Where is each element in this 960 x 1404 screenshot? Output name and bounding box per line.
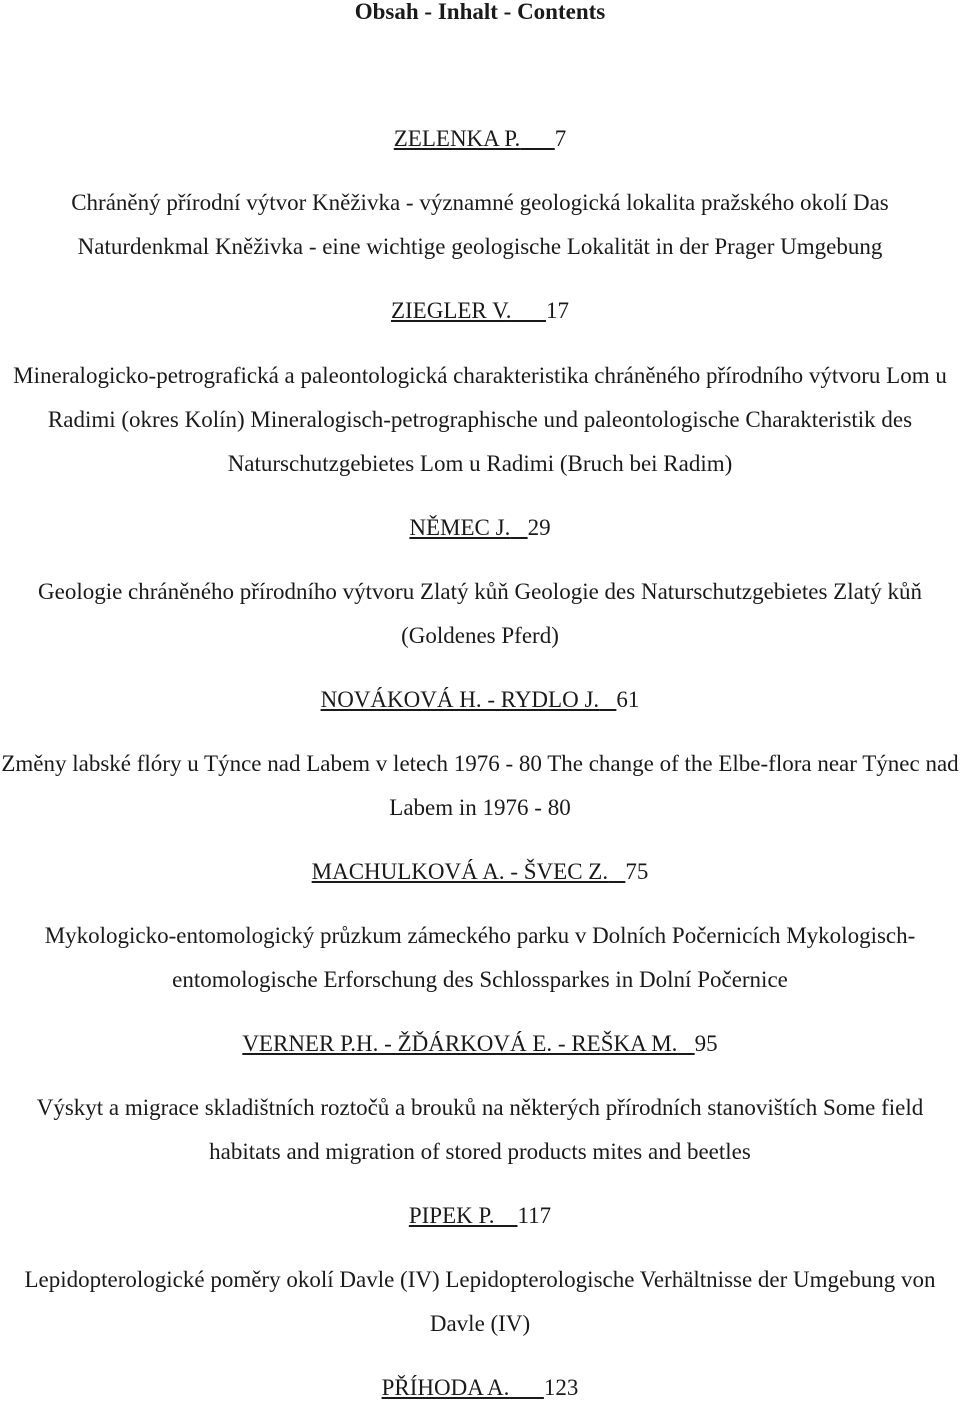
author-name: PŘÍHODA A. — [381, 1375, 510, 1400]
author-name: ZIEGLER V. — [390, 298, 512, 323]
page-title: Obsah - Inhalt - Contents — [354, 0, 606, 24]
toc-entry-title: Změny labské flóry u Týnce nad Labem v letech 1976 - 80 The change of the Elbe-flora near Týnec nad Labem in 1976 - 80 — [1, 751, 959, 820]
toc-entry-title: Mykologicko-entomologický průzkum zámeckého parku v Dolních Počernicích Mykologisch-entomologische Erforschung des Schlossparkes in Dolní Počernice — [44, 923, 916, 992]
toc-entry-title: Výskyt a migrace skladištních roztočů a brouků na některých přírodních stanovištích Some field habitats and migration of stored products mites and beetles — [36, 1095, 924, 1164]
toc-entry-author-line[interactable] — [0, 1200, 960, 1232]
page-number: 7 — [554, 126, 567, 151]
author-name: NOVÁKOVÁ H. - RYDLO J. — [320, 687, 600, 712]
page-number: 17 — [546, 298, 570, 323]
toc-entry-title: Mineralogicko-petrografická a paleontologická charakteristika chráněného přírodního výtvoru Lom u Radimi (okres Kolín) Mineralogisch-petrographische und paleontologische Charakteristik des Naturschutzgebietes Lom u Radimi (Bruch bei Radim) — [13, 363, 947, 476]
author-name: VERNER P.H. - ŽĎÁRKOVÁ E. - REŠKA M. — [242, 1031, 678, 1056]
author-name: MACHULKOVÁ A. - ŠVEC Z. — [311, 859, 609, 884]
page-number: 61 — [616, 687, 640, 712]
toc-entry-author-line[interactable] — [0, 1372, 960, 1404]
page-number: 95 — [694, 1031, 718, 1056]
toc-entry-author-line[interactable] — [0, 512, 960, 544]
toc-entry-title: Lepidopterologické poměry okolí Davle (IV) Lepidopterologische Verhältnisse der Umgebung von Davle (IV) — [24, 1267, 936, 1336]
page-number: 117 — [517, 1203, 552, 1228]
toc-entry-author-line[interactable] — [0, 295, 960, 327]
author-name: ZELENKA P. — [393, 126, 521, 151]
page-number: 75 — [625, 859, 649, 884]
page-number: 123 — [543, 1375, 579, 1400]
toc-entry-author-line[interactable] — [0, 684, 960, 716]
toc-entry-author-line[interactable] — [0, 123, 960, 155]
author-name: PIPEK P. — [408, 1203, 495, 1228]
author-name: NĚMEC J. — [409, 515, 511, 540]
toc-entry-title: Chráněný přírodní výtvor Kněživka - významné geologická lokalita pražského okolí Das Naturdenkmal Kněživka - eine wichtige geologische Lokalität in der Prager Umgebung — [71, 190, 889, 259]
toc-entry-author-line[interactable] — [0, 856, 960, 888]
toc-entry-title: Geologie chráněného přírodního výtvoru Zlatý kůň Geologie des Naturschutzgebietes Zlatý kůň (Goldenes Pferd) — [38, 579, 922, 648]
page-number: 29 — [527, 515, 551, 540]
toc-entry-author-line[interactable] — [0, 1028, 960, 1060]
